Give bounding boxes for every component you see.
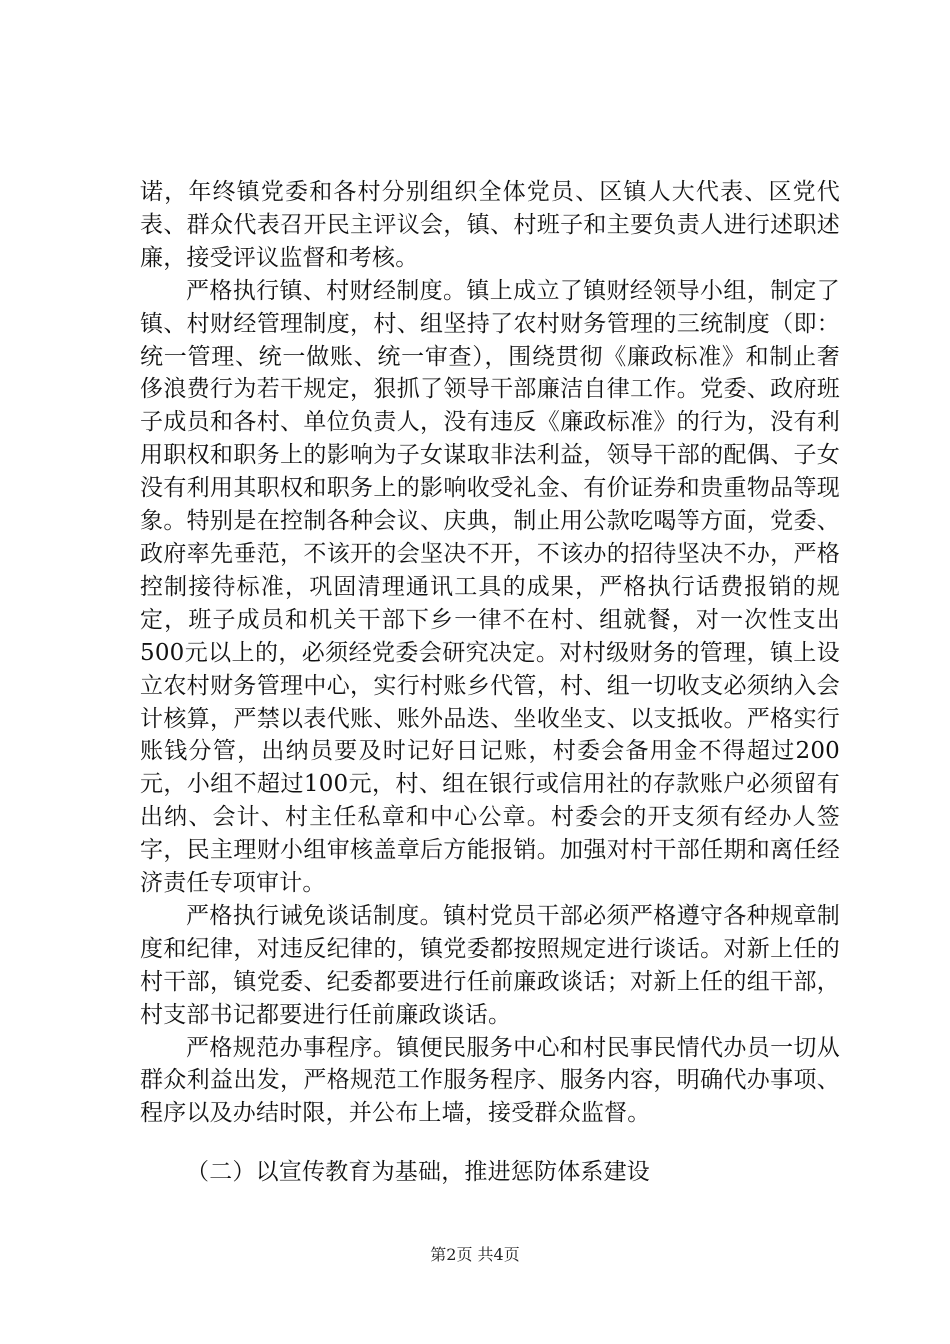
- paragraph-procedures: 严格规范办事程序。镇便民服务中心和村民事民情代办员一切从群众利益出发，严格规范工作服务程序、服务内容，明确代办事项、程序以及办结时限，并公布上墙，接受群众监督。: [140, 1034, 840, 1127]
- paragraph-continuation: 诺，年终镇党委和各村分别组织全体党员、区镇人大代表、区党代表、群众代表召开民主评议会，镇、村班子和主要负责人进行述职述廉，接受评议监督和考核。: [140, 179, 840, 271]
- paragraph-admonition-talks: 严格执行诫免谈话制度。镇村党员干部必须严格遵守各种规章制度和纪律，对违反纪律的，镇党委都按照规定进行谈话。对新上任的村干部，镇党委、纪委都要进行任前廉政谈话；对新上任的组干部，村支部书记都要进行任前廉政谈话。: [140, 902, 840, 1028]
- document-body: [140, 176, 840, 1189]
- section-heading: （二）以宣传教育为基础，推进惩防体系建设: [186, 1159, 650, 1186]
- page-number-footer: 第2页 共4页: [430, 1245, 520, 1264]
- paragraph-finance-system: 严格执行镇、村财经制度。镇上成立了镇财经领导小组，制定了镇、村财经管理制度，村、组坚持了农村财务管理的三统制度（即：统一管理、统一做账、统一审查），围绕贯彻《廉政标准》和制止奢侈浪费行为若干规定，狠抓了领导干部廉洁自律工作。党委、政府班子成员和各村、单位负责人，没有违反《廉政标准》的行为，没有利用职权和职务上的影响为子女谋取非法利益，领导干部的配偶、子女没有利用其职权和职务上的影响收受礼金、有价证券和贵重物品等现象。特别是在控制各种会议、庆典，制止用公款吃喝等方面，党委、政府率先垂范，不该开的会坚决不开，不该办的招待坚决不办，严格控制接待标准，巩固清理通讯工具的成果，严格执行话费报销的规定，班子成员和机关干部下乡一律不在村、组就餐，对一次性支出500元以上的，必须经党委会研究决定。对村级财务的管理，镇上设立农村财务管理中心，实行村账乡代管，村、组一切收支必须纳入会计核算，严禁以表代账、账外品迭、坐收坐支、以支抵收。严格实行账钱分管，出纳员要及时记好日记账，村委会备用金不得超过200元，小组不超过100元，村、组在银行或信用社的存款账户必须留有出纳、会计、村主任私章和中心公章。村委会的开支须有经办人签字，民主理财小组审核盖章后方能报销。加强对村干部任期和离任经济责任专项审计。: [140, 277, 840, 897]
